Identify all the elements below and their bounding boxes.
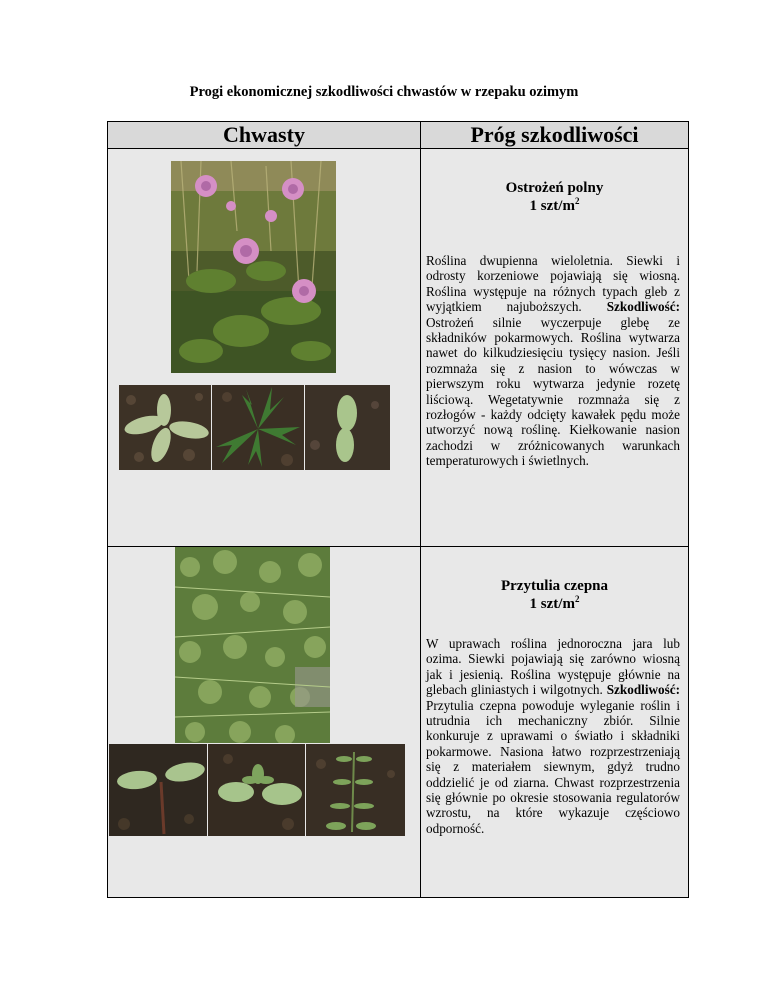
weed-images-cell [108,547,421,898]
weed-threshold-table [107,121,689,898]
thistle-seedling-photo-2 [212,385,304,470]
table-row [108,547,689,898]
document-title: Progi ekonomicznej szkodliwości chwastów w rzepaku ozimym [189,84,579,100]
description-intro: Roślina dwupienna wieloletnia. Siewki i odrosty korzeniowe pojawiają się wiosną. Roślina występuje na różnych typach gleb z wyjątkiem najuboższych. [426,253,680,315]
weed-info-cell [421,547,689,898]
table-header-row [108,122,689,149]
damage-text: Przytulia czepna powoduje wyleganie roślin i utrudnia ich mechaniczny zbiór. Silnie konkuruje z uprawami o światło i składniki pokarmowe. Nasiona łatwo rozprzestrzeniają się z materiałem siewnym, gdyż trudno oddzielić je od ziarna. Chwast rozprzestrzenia się głównie po okresie stosowania regulatorów wzrostu, na które wykazuje częściowo odporność. [426,697,680,836]
cleavers-seedling-photo-1 [109,744,207,836]
weed-description [426,636,680,836]
thistle-plant-photo [171,161,336,373]
threshold-value [421,595,688,613]
cleavers-seedling-photo-2 [208,744,305,836]
threshold-value [421,197,688,215]
damage-label: Szkodliwość: [606,682,680,698]
threshold-text: 1 szt/m [529,596,575,612]
thistle-seedling-photo-3 [305,385,390,470]
header-weeds: Chwasty [108,122,421,149]
thistle-seedling-photo-1 [119,385,211,470]
weed-name: Przytulia czepna [500,578,609,594]
table-row [108,149,689,547]
weed-images-cell [108,149,421,547]
damage-text: Ostrożeń silnie wyczerpuje glebę ze składników pokarmowych. Roślina wytwarza nawet do kilkudziesięciu tysięcy nasion. Jeśli rozmnaża się z nasion to wówczas w pierwszym roku wytwarza jedynie rozetę liściową. Wegetatywnie rozmnaża się z rozłogów - każdy odcięty kawałek pędu może utworzyć nową roślinę. Kiełkowanie nasion zachodzi w zróżnicowanych warunkach temperaturowych i świetlnych. [426,314,680,469]
description-intro: W uprawach roślina jednoroczna jara lub ozima. Siewki pojawiają się zarówno wiosną jak i jesienią. Roślina występuje głównie na glebach gliniastych i wilgotnych. [426,636,680,698]
weed-info-cell [421,149,689,547]
threshold-text: 1 szt/m [529,198,575,214]
damage-label: Szkodliwość: [606,299,680,315]
weed-name: Ostrożeń polny [505,180,604,196]
cleavers-plant-photo [175,547,330,743]
header-threshold: Próg szkodliwości [421,122,689,149]
threshold-superscript: 2 [574,196,580,206]
threshold-superscript: 2 [574,594,580,604]
cleavers-seedling-photo-3 [306,744,405,836]
weed-description [426,253,680,469]
